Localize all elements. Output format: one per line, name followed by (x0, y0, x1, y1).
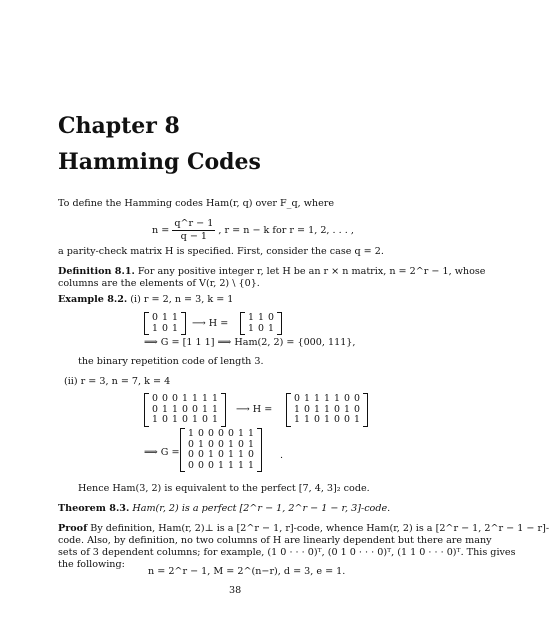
matrix-entry: 1 (334, 393, 340, 404)
matrix-entry: 0 (162, 322, 168, 334)
page-number: 38 (229, 585, 242, 596)
matrix-entry: 1 (212, 414, 218, 425)
matrix-entry: 0 (208, 459, 214, 471)
equation-fraction (172, 218, 215, 243)
matrix-row (150, 324, 180, 335)
matrix-entry: 1 (218, 459, 224, 471)
parity-sentence: a parity-check matrix H is specified. First, consider the case q = 2. (58, 246, 384, 257)
ex2-matrix-a (144, 393, 226, 427)
ex2-arrow: ⟶ H = (236, 404, 273, 415)
matrix-row (150, 394, 220, 405)
matrix-entry: 0 (152, 403, 158, 415)
proof-line-1 (58, 523, 549, 535)
matrix-row (186, 429, 256, 440)
matrix-entry: 0 (198, 459, 204, 471)
matrix-entry: 1 (212, 393, 218, 404)
matrix-entry: 1 (324, 393, 330, 404)
matrix-entry: 1 (324, 403, 330, 415)
matrix-entry: 0 (344, 414, 350, 425)
theorem-label: Theorem 8.3. (58, 503, 130, 514)
matrix-entry: 0 (208, 438, 214, 450)
matrix-entry: 1 (192, 414, 198, 425)
matrix-entry: 0 (218, 428, 224, 439)
matrix-entry: 1 (172, 312, 178, 323)
matrix-entry: 1 (238, 449, 244, 460)
example-ii-params: (ii) r = 3, n = 7, k = 4 (64, 376, 171, 387)
ex2-g-period: . (280, 450, 284, 461)
matrix-entry: 1 (162, 312, 168, 323)
matrix-entry: 1 (258, 312, 264, 323)
ex2-g-label: ⟹ G = (144, 447, 180, 458)
matrix-entry: 0 (228, 428, 234, 439)
matrix-entry: 0 (188, 438, 194, 450)
definition-text-1: For any positive integer r, let H be an r × n matrix, n = 2^r − 1, whose (137, 266, 486, 277)
matrix-entry: 1 (192, 393, 198, 404)
matrix-entry: 0 (334, 403, 340, 415)
ex1-matrix-a (144, 312, 186, 335)
matrix-entry: 0 (188, 459, 194, 471)
matrix-entry: 1 (162, 403, 168, 415)
intro-text: To define the Hamming codes Ham(r, q) over F_q, where (58, 198, 335, 209)
matrix-entry: 1 (182, 393, 188, 404)
matrix-entry: 1 (248, 459, 254, 471)
matrix-entry: 0 (248, 449, 254, 460)
matrix-row (246, 324, 276, 335)
matrix-entry: 0 (172, 393, 178, 404)
example-label: Example 8.2. (58, 294, 128, 305)
matrix-row (150, 313, 180, 324)
matrix-entry: 0 (182, 403, 188, 415)
matrix-entry: 1 (228, 449, 234, 460)
matrix-entry: 0 (162, 414, 168, 425)
matrix-row (186, 450, 256, 461)
matrix-entry: 0 (198, 428, 204, 439)
matrix-entry: 1 (248, 438, 254, 450)
proof-text-1: By definition, Ham(r, 2)⊥ is a [2^r − 1, r]-code, whence Ham(r, 2) is a [2^r − 1, 2^r − 1 − r]- (90, 523, 549, 534)
matrix-entry: 0 (152, 393, 158, 404)
matrix-entry: 0 (354, 393, 360, 404)
matrix-entry: 1 (344, 403, 350, 415)
chapter-title: Hamming Codes (58, 149, 261, 175)
matrix-entry: 0 (188, 449, 194, 460)
matrix-entry: 1 (228, 438, 234, 450)
matrix-entry: 0 (208, 428, 214, 439)
matrix-entry: 0 (238, 438, 244, 450)
matrix-entry: 1 (294, 414, 300, 425)
ex1-matrix-h (240, 312, 282, 335)
example-i-params: (i) r = 2, n = 3, k = 1 (130, 294, 234, 305)
matrix-entry: 1 (172, 322, 178, 334)
ex1-generator: ⟹ G = [1 1 1] ⟹ Ham(2, 2) = {000, 111}, (144, 337, 356, 348)
proof-label: Proof (58, 523, 88, 534)
matrix-entry: 0 (268, 312, 274, 323)
matrix-entry: 0 (304, 403, 310, 415)
matrix-entry: 0 (314, 414, 320, 425)
example-heading (58, 294, 233, 306)
matrix-entry: 1 (248, 322, 254, 334)
matrix-entry: 1 (248, 312, 254, 323)
matrix-entry: 1 (228, 459, 234, 471)
matrix-entry: 1 (208, 449, 214, 460)
matrix-row (246, 313, 276, 324)
ex2-tail: Hence Ham(3, 2) is equivalent to the perfect [7, 4, 3]₂ code. (78, 483, 370, 494)
matrix-entry: 0 (202, 414, 208, 425)
definition-label: Definition 8.1. (58, 266, 135, 277)
fraction-numerator: q^r − 1 (174, 218, 214, 229)
matrix-entry: 1 (202, 393, 208, 404)
matrix-entry: 1 (238, 459, 244, 471)
equation-n (152, 218, 354, 243)
matrix-entry: 0 (192, 403, 198, 415)
matrix-row (292, 415, 362, 426)
matrix-entry: 1 (172, 403, 178, 415)
matrix-entry: 1 (152, 322, 158, 334)
matrix-entry: 1 (324, 414, 330, 425)
matrix-entry: 1 (172, 414, 178, 425)
ex1-arrow: ⟶ H = (192, 318, 229, 329)
matrix-entry: 0 (354, 403, 360, 415)
chapter-label: Chapter 8 (58, 113, 180, 139)
matrix-entry: 0 (198, 449, 204, 460)
matrix-entry: 1 (198, 438, 204, 450)
matrix-entry: 0 (258, 322, 264, 334)
matrix-entry: 0 (218, 438, 224, 450)
proof-equation: n = 2^r − 1, M = 2^(n−r), d = 3, e = 1. (148, 566, 346, 577)
matrix-entry: 0 (334, 414, 340, 425)
theorem (58, 503, 390, 515)
matrix-entry: 0 (294, 393, 300, 404)
matrix-entry: 1 (304, 414, 310, 425)
matrix-entry: 1 (202, 403, 208, 415)
matrix-entry: 1 (248, 428, 254, 439)
definition-line-2: columns are the elements of V(r, 2) \ {0}. (58, 278, 260, 289)
ex2-matrix-h (286, 393, 368, 427)
proof-line-4: the following: (58, 559, 125, 570)
matrix-entry: 1 (354, 414, 360, 425)
matrix-entry: 1 (294, 403, 300, 415)
definition-line-1 (58, 266, 486, 278)
matrix-entry: 1 (304, 393, 310, 404)
matrix-entry: 0 (182, 414, 188, 425)
matrix-entry: 0 (218, 449, 224, 460)
equation-n-left: n = (152, 225, 170, 236)
proof-line-3: sets of 3 dependent columns; for example, (1 0 · · · 0)ᵀ, (0 1 0 · · · 0)ᵀ, (1 1 0 · · · 0)ᵀ. This gives (58, 547, 516, 558)
fraction-denominator: q − 1 (180, 231, 208, 242)
ex1-tail: the binary repetition code of length 3. (78, 356, 264, 367)
matrix-entry: 1 (188, 428, 194, 439)
theorem-text: Ham(r, 2) is a perfect [2^r − 1, 2^r − 1 − r, 3]-code. (132, 503, 391, 514)
matrix-entry: 1 (152, 414, 158, 425)
ex2-matrix-g (180, 428, 262, 472)
matrix-row (292, 394, 362, 405)
matrix-entry: 1 (314, 393, 320, 404)
matrix-entry: 0 (344, 393, 350, 404)
matrix-row (186, 461, 256, 472)
equation-n-right: , r = n − k for r = 1, 2, . . . , (218, 225, 354, 236)
matrix-entry: 1 (238, 428, 244, 439)
matrix-entry: 0 (162, 393, 168, 404)
matrix-entry: 1 (212, 403, 218, 415)
matrix-row (150, 415, 220, 426)
matrix-entry: 1 (268, 322, 274, 334)
proof-line-2: code. Also, by definition, no two columns of H are linearly dependent but there are many (58, 535, 492, 546)
matrix-entry: 1 (314, 403, 320, 415)
matrix-entry: 0 (152, 312, 158, 323)
